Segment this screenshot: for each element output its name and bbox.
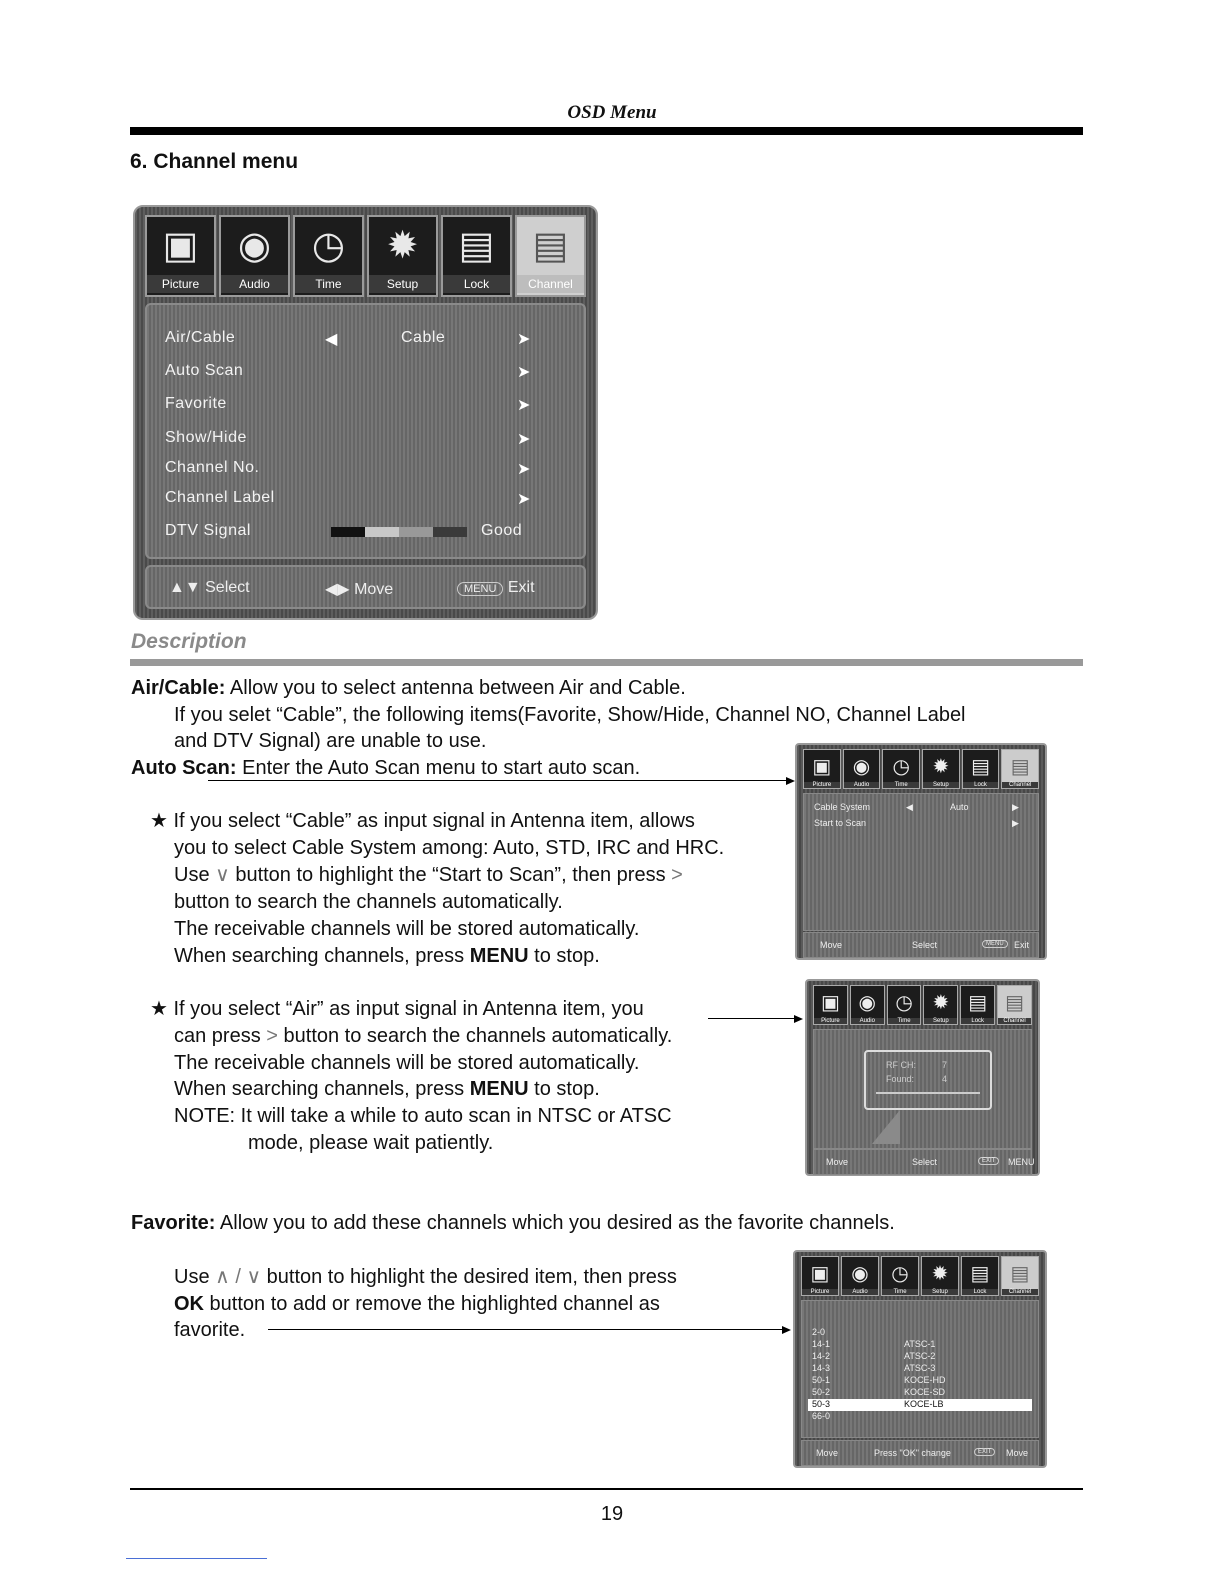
- satellite-icon: ▤: [1010, 756, 1030, 778]
- mini-tab-label: Time: [883, 782, 919, 788]
- exit-label: Exit: [507, 579, 535, 596]
- auto-scan-text: Enter the Auto Scan menu to start auto scan.: [236, 757, 641, 779]
- mini-tab-lock: [962, 749, 1000, 789]
- select-hint: Select: [912, 940, 938, 950]
- down-arrow-icon: ∨: [246, 1266, 262, 1288]
- move-hint: Move: [826, 1157, 849, 1167]
- right-arrow-icon[interactable]: ➤: [517, 431, 531, 448]
- right-arrow-icon: >: [671, 864, 683, 886]
- satellite-icon: ▤: [1010, 1263, 1030, 1285]
- list-item[interactable]: [808, 1327, 1032, 1339]
- right-arrow-icon: ▶: [1012, 818, 1019, 828]
- move2-hint: Move: [1006, 1448, 1029, 1458]
- cable-bullet-text: If you select “Cable” as input signal in Antenna item, allows: [173, 810, 695, 832]
- text-part: button to highlight the “Start to Scan”, then press: [229, 864, 672, 886]
- clock-icon: ◷: [895, 992, 913, 1014]
- right-arrow-icon[interactable]: ➤: [517, 331, 531, 348]
- mini-tabs: [803, 749, 1039, 789]
- list-item[interactable]: [808, 1387, 1032, 1399]
- list-item[interactable]: [808, 1339, 1032, 1351]
- left-arrow-icon[interactable]: ◀: [325, 331, 338, 348]
- menu-key-icon: MENU: [982, 940, 1008, 948]
- mini-tab-label: Channel: [1002, 782, 1038, 788]
- mini-tab-label: Lock: [963, 782, 999, 788]
- up-arrow-icon: ∧: [215, 1266, 230, 1288]
- mini-tab-label: Picture: [814, 1018, 847, 1024]
- mini-tab-picture: [813, 985, 848, 1025]
- lock-icon: ▤: [971, 756, 990, 778]
- tab-audio[interactable]: [219, 215, 290, 297]
- cable-bullet-line6: [174, 943, 600, 970]
- camcorder-icon: ▣: [162, 225, 199, 267]
- ok-change-hint: Press "OK" change: [874, 1448, 951, 1458]
- mini-tab-label: Setup: [924, 1018, 957, 1024]
- tab-label: Time: [295, 275, 362, 293]
- mini-hint-bar: [803, 932, 1039, 958]
- mini-tab-label: Time: [888, 1018, 921, 1024]
- favorite-line3: favorite.: [174, 1319, 246, 1341]
- menu-row-favorite[interactable]: [165, 395, 564, 421]
- camcorder-icon: ▣: [812, 756, 832, 778]
- left-arrow-icon: ◀: [906, 802, 913, 812]
- channel-name: KOCE-LB: [904, 1399, 944, 1409]
- menu-hint: MENU: [1008, 1157, 1035, 1167]
- exit-key-icon: EXIT: [974, 1448, 995, 1456]
- text-part: button to highlight the desired item, then press: [261, 1266, 677, 1288]
- star-icon: ★: [150, 998, 168, 1020]
- favorite-text: Allow you to add these channels which you desired as the favorite channels.: [215, 1212, 895, 1234]
- list-item[interactable]: [808, 1351, 1032, 1363]
- auto-scan-pointer-line: [208, 780, 788, 781]
- mini-tab-lock: [961, 1256, 999, 1296]
- list-item-highlighted[interactable]: [808, 1399, 1032, 1411]
- cable-bullet-line1: [150, 808, 695, 835]
- menu-key-icon: MENU: [457, 582, 503, 596]
- channel-number: 14-3: [812, 1363, 831, 1373]
- lock-icon: ▤: [970, 1263, 990, 1285]
- air-bullet-line2: [174, 1023, 672, 1050]
- tab-label: Audio: [221, 275, 288, 293]
- row-label: Channel Label: [165, 489, 275, 506]
- text-part: to stop.: [528, 1078, 600, 1100]
- list-item[interactable]: [808, 1363, 1032, 1375]
- channel-name: ATSC-2: [904, 1351, 936, 1361]
- scan-progress-box: [864, 1050, 992, 1110]
- mini-tab-label: Audio: [844, 782, 880, 788]
- satellite-icon: ▤: [532, 225, 569, 267]
- list-item[interactable]: [808, 1411, 1032, 1423]
- air-cable-line3: and DTV Signal) are unable to use.: [174, 730, 487, 752]
- channel-name: KOCE-SD: [904, 1387, 946, 1397]
- clock-icon: ◷: [311, 225, 346, 267]
- camcorder-icon: ▣: [810, 1263, 830, 1285]
- text-part: When searching channels, press: [174, 1078, 470, 1100]
- air-bullet-line4: [174, 1076, 600, 1103]
- text-part: When searching channels, press: [174, 945, 470, 967]
- channel-number: 66-0: [812, 1411, 831, 1421]
- favorite-pointer-arrow: [782, 1326, 791, 1334]
- mini-panel: [803, 793, 1039, 931]
- mini-tab-audio: [850, 985, 885, 1025]
- tab-label: Setup: [369, 275, 436, 293]
- signal-strength-bar: [331, 527, 467, 537]
- mini-tab-picture: [803, 749, 841, 789]
- text-part: to stop.: [528, 945, 600, 967]
- mini-tab-setup: [923, 985, 958, 1025]
- text-part: button to add or remove the highlighted channel as: [204, 1293, 660, 1315]
- mini-tab-label: Setup: [922, 1289, 958, 1295]
- select-hint: Select: [912, 1157, 938, 1167]
- cable-bullet-line3: [174, 862, 683, 889]
- tab-lock[interactable]: [441, 215, 512, 297]
- tab-label: Channel: [517, 275, 584, 293]
- speaker-icon: ◉: [851, 1263, 869, 1285]
- mini-tab-label: Picture: [802, 1289, 838, 1295]
- row-label: Favorite: [165, 395, 227, 412]
- channel-name: ATSC-1: [904, 1339, 936, 1349]
- row-value: Cable: [401, 329, 446, 346]
- mini-hint-bar: [813, 1149, 1035, 1175]
- air-bullet-line1: [150, 996, 644, 1023]
- tab-label: Picture: [147, 275, 214, 293]
- gear-icon: ✹: [932, 992, 950, 1014]
- air-bullet-note2: mode, please wait patiently.: [248, 1132, 494, 1154]
- tab-label: Lock: [443, 275, 510, 293]
- right-arrow-icon[interactable]: ➤: [517, 461, 531, 478]
- bottom-link-line: [126, 1558, 267, 1559]
- mini-hint-bar: [801, 1440, 1039, 1466]
- air-cable-label: Air/Cable:: [131, 677, 226, 699]
- lock-icon: ▤: [968, 992, 988, 1014]
- text-part: Use: [174, 864, 216, 886]
- move-hint: Move: [816, 1448, 839, 1458]
- channel-name: KOCE-HD: [904, 1375, 946, 1385]
- row-label: Show/Hide: [165, 429, 247, 446]
- osd-autoscan-thumbnail: [795, 743, 1047, 960]
- rf-ch-label: RF CH:: [886, 1060, 916, 1070]
- mini-tab-label: Audio: [842, 1289, 878, 1295]
- channel-number: 50-2: [812, 1387, 831, 1397]
- row-label: Auto Scan: [165, 362, 244, 379]
- favorite-line2: [174, 1291, 660, 1318]
- auto-scan-pointer-arrow: [786, 777, 795, 785]
- mini-tab-label: Picture: [804, 782, 840, 788]
- air-bullet-text: If you select “Air” as input signal in Antenna item, you: [173, 998, 644, 1020]
- mini-tab-setup: [921, 1256, 959, 1296]
- channel-list: [801, 1300, 1039, 1438]
- mini-tabs: [813, 985, 1032, 1025]
- right-arrow-icon: ▶: [1012, 802, 1019, 812]
- ok-key-text: OK: [174, 1293, 204, 1315]
- channel-name: ATSC-3: [904, 1363, 936, 1373]
- down-arrow-icon: ∨: [215, 864, 230, 886]
- air-bullet-line3: The receivable channels will be stored automatically.: [174, 1052, 640, 1074]
- text-part: button to search the channels automatically.: [277, 1025, 673, 1047]
- cable-system-label: Cable System: [814, 802, 871, 812]
- channel-number: 2-0: [812, 1327, 826, 1337]
- row-label: Air/Cable: [165, 329, 236, 346]
- cable-bullet-line5: The receivable channels will be stored automatically.: [174, 918, 640, 940]
- tab-channel[interactable]: [515, 215, 586, 297]
- clock-icon: ◷: [891, 1263, 909, 1285]
- exit-hint: [457, 579, 535, 597]
- start-to-scan-label: Start to Scan: [814, 818, 867, 828]
- air-pointer-line: [708, 1018, 796, 1019]
- mini-tab-label: Channel: [998, 1018, 1031, 1024]
- description-title: Description: [131, 630, 247, 653]
- exit-hint: Exit: [1014, 940, 1030, 950]
- exit-key-icon: EXIT: [978, 1157, 999, 1165]
- menu-row-auto-scan[interactable]: [165, 362, 564, 388]
- air-pointer-arrow: [794, 1015, 803, 1023]
- mini-tab-channel: [1001, 749, 1039, 789]
- right-arrow-icon[interactable]: ➤: [517, 364, 531, 381]
- mini-tab-label: Channel: [1002, 1289, 1038, 1295]
- tab-time[interactable]: [293, 215, 364, 297]
- star-icon: ★: [150, 810, 168, 832]
- right-arrow-icon[interactable]: ➤: [517, 491, 531, 508]
- mini-tab-time: [881, 1256, 919, 1296]
- menu-row-dtv-signal: [165, 522, 564, 548]
- favorite-pointer-line: [268, 1329, 784, 1330]
- auto-scan-label: Auto Scan:: [131, 757, 237, 779]
- page-number: 19: [600, 1503, 624, 1525]
- text-part: can press: [174, 1025, 267, 1047]
- text-part: /: [229, 1266, 247, 1288]
- channel-number: 14-1: [812, 1339, 831, 1349]
- move-hint: Move: [820, 940, 843, 950]
- mini-tab-label: Setup: [923, 782, 959, 788]
- up-down-icon: ▲▼: [169, 579, 201, 596]
- row-label: DTV Signal: [165, 522, 251, 539]
- right-arrow-icon[interactable]: ➤: [517, 397, 531, 414]
- mini-tab-label: Time: [882, 1289, 918, 1295]
- select-hint: [169, 579, 250, 597]
- speaker-icon: ◉: [852, 756, 871, 778]
- speaker-icon: ◉: [858, 992, 876, 1014]
- mini-panel: [813, 1029, 1032, 1149]
- lock-icon: ▤: [458, 225, 495, 267]
- air-cable-paragraph: [131, 675, 686, 702]
- tab-picture[interactable]: [145, 215, 216, 297]
- gear-icon: ✹: [386, 225, 419, 267]
- osd-channel-menu: [133, 205, 598, 620]
- mini-tab-lock: [960, 985, 995, 1025]
- menu-row-show-hide[interactable]: [165, 429, 564, 455]
- auto-scan-paragraph: [131, 755, 640, 782]
- channel-number: 50-1: [812, 1375, 831, 1385]
- cable-system-value: Auto: [950, 802, 969, 812]
- select-label: Select: [205, 579, 250, 596]
- description-rule: [130, 659, 1083, 666]
- osd-hint-bar: [145, 565, 586, 609]
- cable-bullet-line2: you to select Cable System among: Auto, STD, IRC and HRC.: [174, 837, 725, 859]
- air-bullet-note: NOTE: It will take a while to auto scan in NTSC or ATSC: [174, 1105, 672, 1127]
- mini-tab-label: Lock: [962, 1289, 998, 1295]
- menu-key-text: MENU: [469, 945, 529, 967]
- gear-icon: ✹: [932, 756, 950, 778]
- channel-number: 50-3: [812, 1399, 831, 1409]
- menu-key-text: MENU: [469, 1078, 529, 1100]
- favorite-label: Favorite:: [131, 1212, 216, 1234]
- satellite-icon: ▤: [1005, 992, 1024, 1014]
- osd-airscan-thumbnail: [805, 979, 1040, 1176]
- camcorder-icon: ▣: [820, 992, 840, 1014]
- found-label: Found:: [886, 1074, 915, 1084]
- speaker-icon: ◉: [237, 225, 272, 267]
- list-item[interactable]: [808, 1375, 1032, 1387]
- channel-number: 14-2: [812, 1351, 831, 1361]
- mini-tab-audio: [843, 749, 881, 789]
- mini-tab-channel: [997, 985, 1032, 1025]
- rf-ch-value: 7: [942, 1060, 948, 1070]
- mini-tab-picture: [801, 1256, 839, 1296]
- mini-tab-time: [882, 749, 920, 789]
- move-hint: [325, 579, 393, 599]
- header-rule: [130, 127, 1083, 135]
- mini-tab-setup: [922, 749, 960, 789]
- move-label: Move: [354, 581, 394, 598]
- text-part: Use: [174, 1266, 216, 1288]
- footer-rule: [130, 1488, 1083, 1490]
- signal-quality: Good: [481, 522, 523, 539]
- section-title: 6. Channel menu: [130, 150, 299, 173]
- row-label: Channel No.: [165, 459, 260, 476]
- mini-tab-audio: [841, 1256, 879, 1296]
- scan-progress-bar: [876, 1092, 980, 1094]
- air-cable-line2: If you selet “Cable”, the following items(Favorite, Show/Hide, Channel NO, Channel Label: [174, 704, 966, 726]
- clock-icon: ◷: [892, 756, 910, 778]
- osd-tabs: [145, 215, 586, 297]
- mini-tabs: [801, 1256, 1039, 1296]
- favorite-line1: [174, 1264, 677, 1291]
- favorite-paragraph: [131, 1210, 895, 1237]
- mini-tab-label: Audio: [851, 1018, 884, 1024]
- right-arrow-icon: >: [266, 1025, 278, 1047]
- osd-favorite-thumbnail: [793, 1250, 1047, 1468]
- mini-tab-label: Lock: [961, 1018, 994, 1024]
- air-cable-text: Allow you to select antenna between Air and Cable.: [225, 677, 686, 699]
- header-title: OSD Menu: [567, 102, 657, 123]
- menu-row-air-cable[interactable]: [165, 329, 564, 355]
- found-value: 4: [942, 1074, 948, 1084]
- menu-row-channel-label[interactable]: [165, 489, 564, 515]
- osd-menu-panel: [145, 303, 586, 559]
- left-right-icon: ◀▶: [325, 581, 350, 598]
- mini-tab-time: [887, 985, 922, 1025]
- gear-icon: ✹: [931, 1263, 949, 1285]
- cable-bullet-line4: button to search the channels automatically.: [174, 891, 563, 913]
- menu-row-channel-no[interactable]: [165, 459, 564, 485]
- stand-graphic: [872, 1110, 900, 1144]
- mini-tab-channel: [1001, 1256, 1039, 1296]
- tab-setup[interactable]: [367, 215, 438, 297]
